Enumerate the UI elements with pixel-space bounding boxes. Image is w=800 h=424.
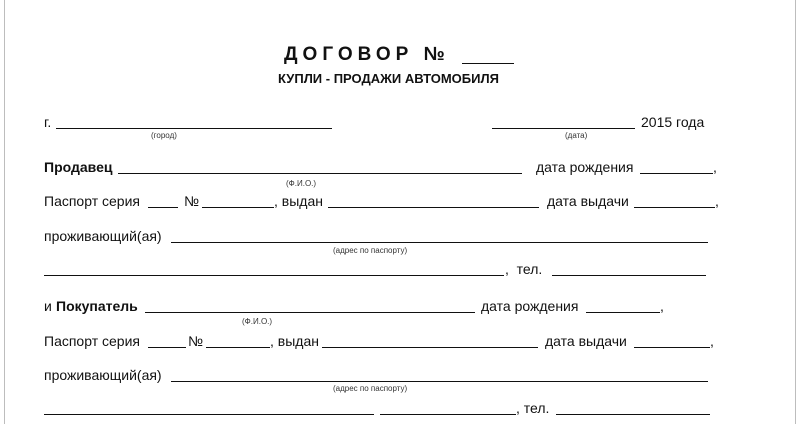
seller-fio-hint: (Ф.И.О.)	[286, 179, 317, 188]
seller-number-label: №	[184, 193, 200, 209]
date-field[interactable]	[492, 128, 635, 129]
date-hint: (дата)	[565, 131, 588, 140]
seller-residing-label: проживающий(ая)	[44, 228, 162, 244]
buyer-issued-label: , выдан	[270, 333, 319, 349]
seller-issue-date-field[interactable]	[634, 207, 715, 208]
seller-passport-number-field[interactable]	[202, 207, 274, 208]
contract-subtitle: КУПЛИ - ПРОДАЖИ АВТОМОБИЛЯ	[278, 71, 499, 86]
buyer-issued-by-field[interactable]	[322, 347, 538, 348]
buyer-address-field-3[interactable]	[380, 414, 516, 415]
seller-passport-label: Паспорт серия	[44, 193, 140, 209]
seller-issue-date-label: дата выдачи	[547, 193, 629, 209]
buyer-label: Покупатель	[56, 298, 138, 314]
seller-issue-date-comma: ,	[715, 193, 719, 209]
city-prefix: г.	[44, 114, 52, 130]
seller-issued-by-field[interactable]	[328, 207, 539, 208]
buyer-address-field[interactable]	[171, 381, 708, 382]
buyer-issue-date-field[interactable]	[634, 347, 710, 348]
buyer-issue-date-comma: ,	[710, 333, 714, 349]
buyer-phone-label: , тел.	[516, 400, 550, 416]
seller-issued-label: , выдан	[274, 193, 323, 209]
buyer-birth-label: дата рождения	[481, 298, 579, 314]
seller-birth-field[interactable]	[640, 173, 713, 174]
buyer-passport-label: Паспорт серия	[44, 333, 140, 349]
buyer-issue-date-label: дата выдачи	[545, 333, 627, 349]
buyer-passport-series-field[interactable]	[148, 347, 186, 348]
buyer-number-label: №	[188, 333, 204, 349]
city-hint: (город)	[151, 131, 177, 140]
buyer-fio-hint: (Ф.И.О.)	[242, 317, 273, 326]
buyer-passport-number-field[interactable]	[206, 347, 270, 348]
seller-passport-series-field[interactable]	[148, 207, 178, 208]
seller-fio-field[interactable]	[118, 173, 522, 174]
contract-title: ДОГОВОР №	[284, 44, 450, 65]
seller-birth-label: дата рождения	[536, 159, 634, 175]
seller-address-field-2[interactable]	[44, 275, 504, 276]
year-text: 2015 года	[641, 114, 705, 130]
buyer-fio-field[interactable]	[145, 312, 475, 313]
seller-label: Продавец	[44, 159, 113, 175]
buyer-prefix: и	[44, 298, 52, 314]
seller-phone-field[interactable]	[552, 275, 706, 276]
seller-birth-comma: ,	[713, 159, 717, 175]
buyer-birth-field[interactable]	[586, 312, 660, 313]
buyer-phone-field[interactable]	[556, 414, 710, 415]
seller-address-field[interactable]	[171, 242, 708, 243]
buyer-address-hint: (адрес по паспорту)	[333, 384, 408, 393]
contract-number-field[interactable]	[462, 63, 514, 64]
buyer-address-field-2[interactable]	[44, 414, 374, 415]
city-field[interactable]	[56, 128, 332, 129]
buyer-residing-label: проживающий(ая)	[44, 367, 162, 383]
buyer-birth-comma: ,	[660, 298, 664, 314]
seller-phone-label: , тел.	[505, 261, 543, 277]
seller-address-hint: (адрес по паспорту)	[333, 246, 408, 255]
